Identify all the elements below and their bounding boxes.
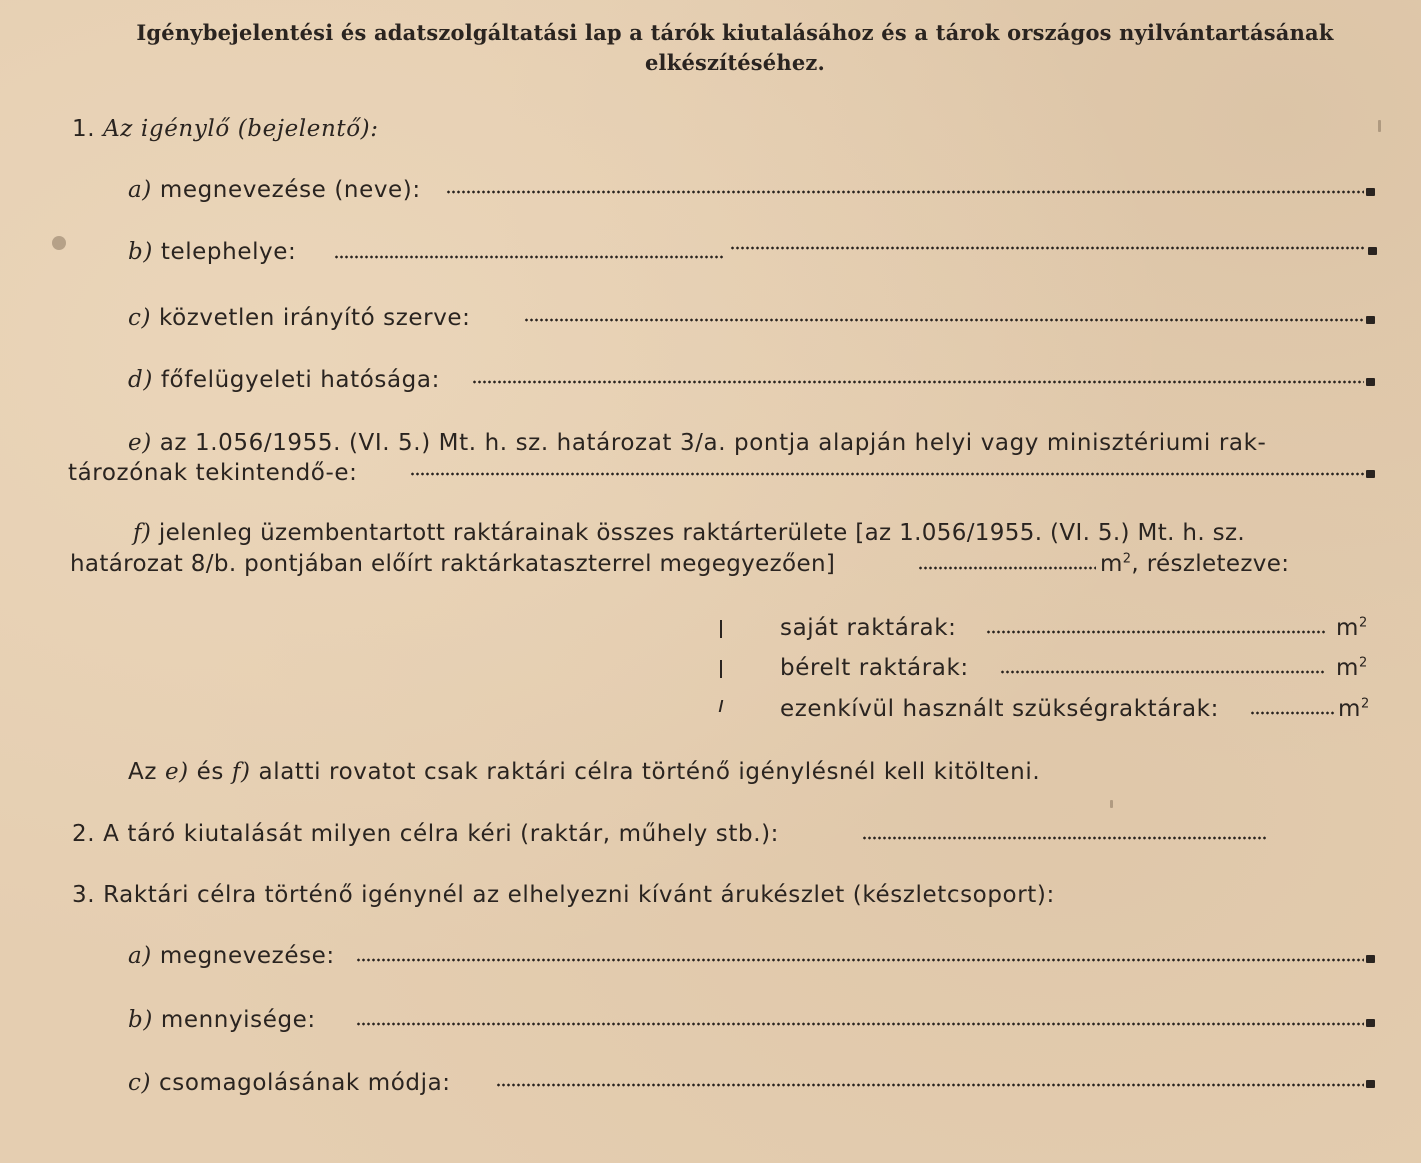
field-3b-letter: b) xyxy=(128,1007,153,1033)
section-1-title: Az igénylő (bejelentő): xyxy=(103,116,379,142)
field-1f-line-1 xyxy=(133,518,1245,548)
field-1f-text-1: jelenleg üzembentartott raktárainak összes raktárterülete [az 1.056/1955. (VI. 5.) Mt. h. sz. xyxy=(158,520,1246,546)
note-end: alatti rovatot csak raktári célra történő igénylésnél kell kitölteni. xyxy=(258,759,1041,785)
field-3b-label: mennyisége: xyxy=(160,1007,316,1033)
field-1e-fill-line[interactable] xyxy=(410,472,1364,476)
breakdown-bracket-2 xyxy=(720,660,722,678)
breakdown-emergency-unit xyxy=(1338,694,1370,724)
section-1-number: 1. xyxy=(72,116,96,142)
breakdown-own-unit-text: m xyxy=(1336,615,1360,641)
field-1d xyxy=(128,365,440,395)
field-1d-label: főfelügyeleti hatósága: xyxy=(160,367,440,393)
field-1a-fill-line[interactable] xyxy=(446,190,1364,194)
breakdown-emergency-fill-line[interactable] xyxy=(1250,711,1334,715)
field-1c-end-mark xyxy=(1366,316,1375,324)
field-1f-unit-sup: 2 xyxy=(1122,551,1132,567)
field-1a-label: megnevezése (neve): xyxy=(159,177,421,203)
field-1b-fill-line-2[interactable] xyxy=(730,246,1364,250)
breakdown-rented-label: bérelt raktárak: xyxy=(780,655,969,681)
field-3c xyxy=(128,1068,451,1098)
field-1f-total-unit xyxy=(1100,549,1289,579)
field-3c-label: csomagolásának módja: xyxy=(158,1070,451,1096)
section-3-number: 3. xyxy=(72,882,96,908)
field-1e-text-2: tározónak tekintendő-e: xyxy=(68,460,358,486)
section-2-number: 2. xyxy=(72,821,96,847)
section-1-heading xyxy=(72,114,379,144)
breakdown-rented-unit-sup: 2 xyxy=(1359,655,1368,671)
breakdown-rented-unit xyxy=(1336,653,1368,683)
field-1f-letter: f) xyxy=(133,520,152,546)
breakdown-bracket-1 xyxy=(720,620,722,638)
breakdown-own-fill-line[interactable] xyxy=(986,630,1326,634)
field-1d-end-mark xyxy=(1366,378,1375,386)
field-1c-label: közvetlen irányító szerve: xyxy=(158,305,471,331)
field-1b-end-mark xyxy=(1368,247,1377,255)
field-1b-label: telephelye: xyxy=(160,239,297,265)
field-3a xyxy=(128,941,335,971)
field-1e-line-2 xyxy=(68,458,357,488)
field-3c-letter: c) xyxy=(128,1070,152,1096)
breakdown-emergency-unit-text: m xyxy=(1338,696,1362,722)
breakdown-emergency-label: ezenkívül használt szükségraktárak: xyxy=(780,696,1219,722)
field-1b-fill-line-1[interactable] xyxy=(334,255,724,259)
field-1b-letter: b) xyxy=(128,239,153,265)
field-1e-text-1: az 1.056/1955. (VI. 5.) Mt. h. sz. határozat 3/a. pontja alapján helyi vagy minisztériumi rak- xyxy=(159,430,1267,456)
field-3a-end-mark xyxy=(1366,955,1375,963)
section-2-label: A táró kiutalását milyen célra kéri (raktár, műhely stb.): xyxy=(103,821,780,847)
paper-speck xyxy=(52,236,66,250)
section-3-title: Raktári célra történő igénynél az elhelyezni kívánt árukészlet (készletcsoport): xyxy=(103,882,1055,908)
field-1e-letter: e) xyxy=(128,430,152,456)
breakdown-emergency xyxy=(780,694,1219,724)
field-1f-unit: m xyxy=(1100,551,1123,577)
field-3c-fill-line[interactable] xyxy=(496,1083,1364,1087)
note-e-ref: e) xyxy=(164,759,189,785)
breakdown-rented-unit-text: m xyxy=(1336,655,1360,681)
field-1f-line-2 xyxy=(70,549,835,579)
field-1b xyxy=(128,237,296,267)
section-3-heading xyxy=(72,880,1055,910)
field-1c-fill-line[interactable] xyxy=(524,318,1364,322)
field-1f-total-fill-line[interactable] xyxy=(918,566,1096,570)
section-1-note xyxy=(128,757,1040,787)
breakdown-own-unit-sup: 2 xyxy=(1359,615,1368,631)
note-f-ref: f) xyxy=(231,759,251,785)
field-1c-letter: c) xyxy=(128,305,152,331)
field-3b-fill-line[interactable] xyxy=(356,1022,1364,1026)
field-3c-end-mark xyxy=(1366,1080,1375,1088)
section-2-fill-line[interactable] xyxy=(862,836,1268,840)
form-title xyxy=(70,18,1400,78)
breakdown-rented xyxy=(780,653,969,683)
field-1a-end-mark xyxy=(1366,188,1375,196)
title-line-1: Igénybejelentési és adatszolgáltatási lap a tárók kiutalásához és a tárok országos nyilvántartásának xyxy=(136,20,1334,45)
breakdown-emergency-unit-sup: 2 xyxy=(1361,696,1370,712)
field-3b xyxy=(128,1005,316,1035)
field-3a-label: megnevezése: xyxy=(159,943,335,969)
note-start: Az xyxy=(128,759,158,785)
breakdown-own-unit xyxy=(1336,613,1368,643)
field-3b-end-mark xyxy=(1366,1019,1375,1027)
title-line-2: elkészítéséhez. xyxy=(644,50,826,75)
field-1a-letter: a) xyxy=(128,177,152,203)
field-3a-fill-line[interactable] xyxy=(356,958,1364,962)
field-1a xyxy=(128,175,421,205)
field-3a-letter: a) xyxy=(128,943,152,969)
paper-speck xyxy=(1110,800,1113,808)
note-mid: és xyxy=(196,759,224,785)
field-1d-fill-line[interactable] xyxy=(472,380,1364,384)
field-1f-end: , részletezve: xyxy=(1131,551,1290,577)
field-1e-line-1 xyxy=(128,428,1266,458)
breakdown-rented-fill-line[interactable] xyxy=(1000,670,1326,674)
breakdown-bracket-3 xyxy=(719,700,724,712)
field-1e-end-mark xyxy=(1366,470,1375,478)
paper-speck xyxy=(1378,120,1381,132)
breakdown-own-label: saját raktárak: xyxy=(780,615,957,641)
breakdown-own xyxy=(780,613,957,643)
field-1c xyxy=(128,303,471,333)
field-1f-text-2: határozat 8/b. pontjában előírt raktárkataszterrel megegyezően] xyxy=(70,551,836,577)
field-1d-letter: d) xyxy=(128,367,153,393)
section-2 xyxy=(72,819,779,849)
